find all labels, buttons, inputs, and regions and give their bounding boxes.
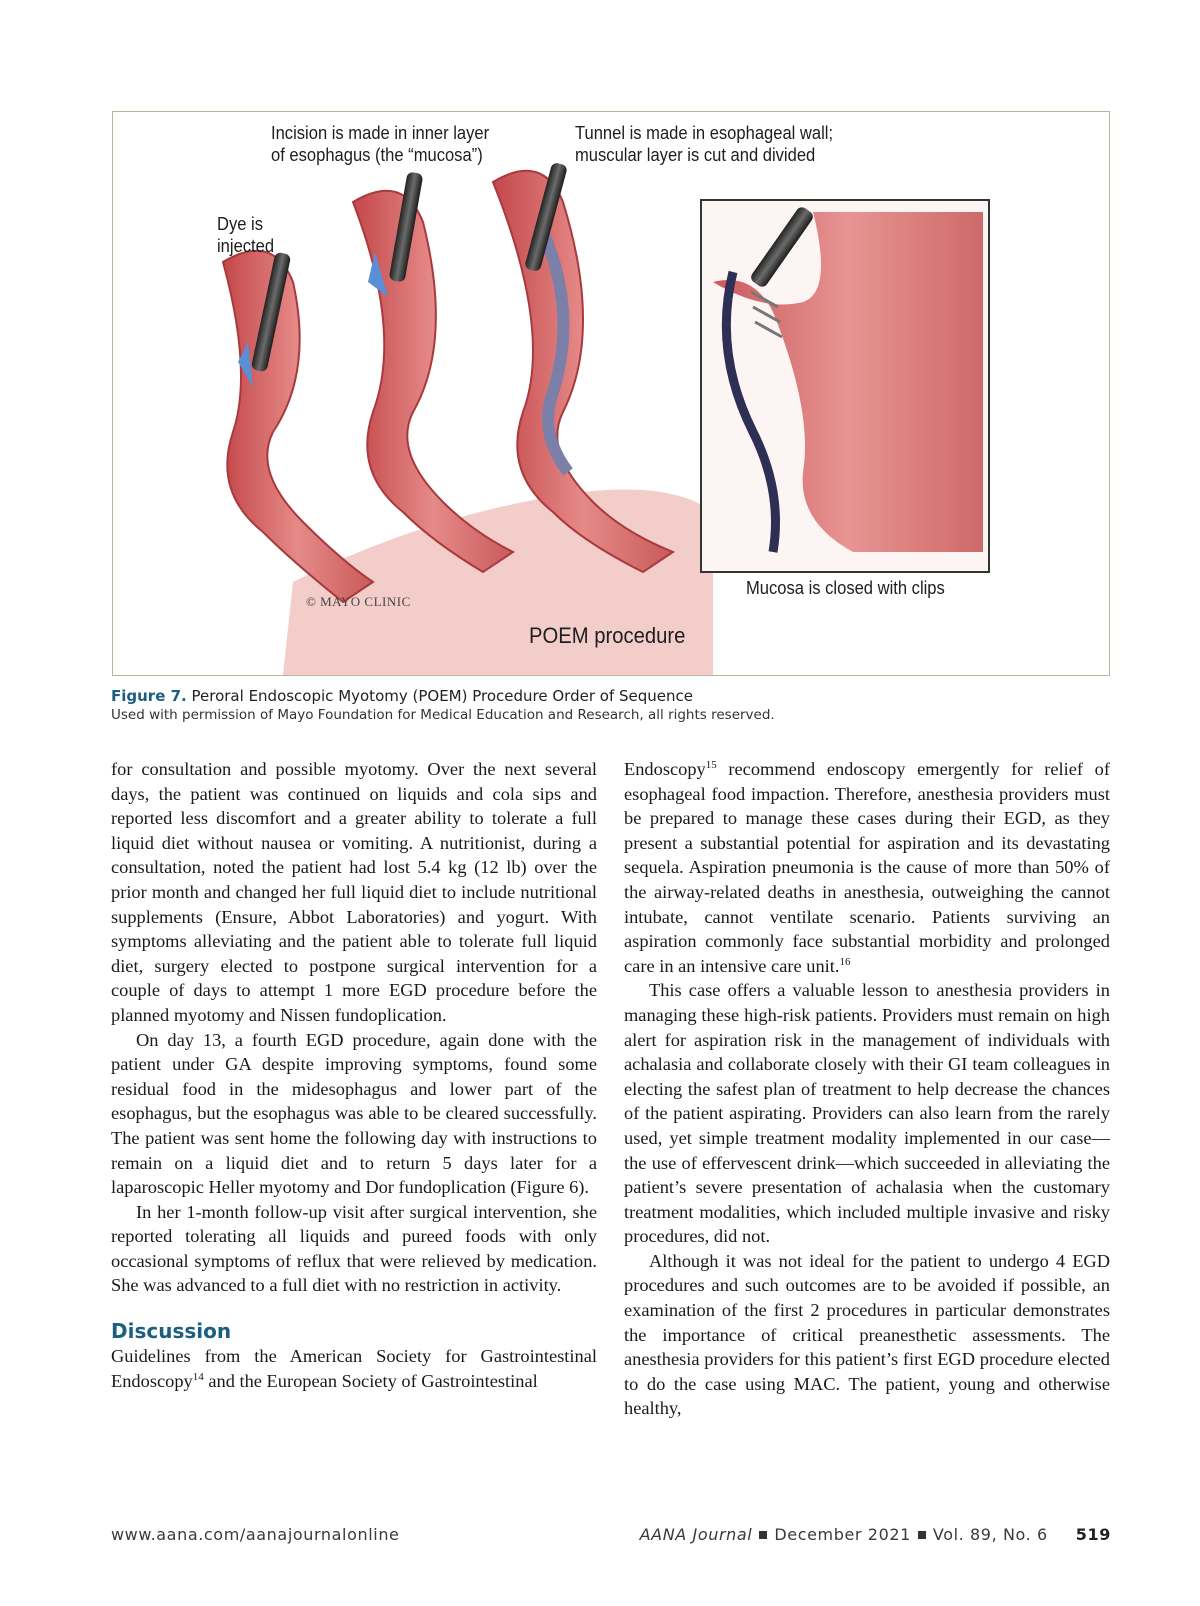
citation: 16 xyxy=(839,955,851,968)
paragraph: Endoscopy$^{15}$ recommend endoscopy emergently for relief of esophageal food impaction. Therefore, anesthesia providers must be prepared to manage these cases during their EGD, as they present a substantial potential for aspiration and its devastating sequela. Aspiration pneumonia is the cause of more than 50% of the airway-related deaths in anesthesia, outweighing the cannot intubate, cannot ventilate scenario. Patients surviving an aspiration commonly face substantial morbidity and prolonged care in an intensive care unit.$^{16}$ xyxy=(624,759,1110,976)
paragraph: Although it was not ideal for the patient to undergo 4 EGD procedures and such outcomes are to be avoided if possible, an examination of the first 2 procedures in particular demonstrates the importance of critical preanesthetic assessments. The anesthesia providers for this patient’s first EGD procedure elected to do the case using MAC. The patient, young and otherwise healthy, xyxy=(624,1250,1110,1419)
paragraph: Guidelines from the American Society for Gastrointestinal Endoscopy$^{14}$ and the European Society of Gastrointestinal xyxy=(111,1346,597,1391)
page-number: 519 xyxy=(1075,1525,1111,1544)
section-heading: Discussion xyxy=(111,1319,232,1344)
figure-title: POEM procedure xyxy=(529,623,686,648)
citation: 15 xyxy=(705,759,717,771)
left-column xyxy=(111,757,597,1393)
paragraph: On day 13, a fourth EGD procedure, again done with the patient under GA despite improving symptoms, found some residual food in the midesophagus and lower part of the esophagus, but the esophagus was able to be cleared successfully. The patient was sent home the following day with instructions to remain on a liquid diet and to return 5 days later for a laparoscopic Heller myotomy and Dor fundoplication (Figure 6). xyxy=(111,1029,597,1198)
paragraph: This case offers a valuable lesson to anesthesia providers in managing these high-risk patients. Providers must remain on high alert for aspiration risk in the management of individuals with achalasia and collaborate closely with their GI team colleagues in electing the safest plan of treatment to help decrease the chances of the patient aspirating. Providers can also learn from the rarely used, yet simple treatment modality implemented in our case—the use of effervescent drink—which succeeded in alleviating the patient’s severe presentation of achalasia when the customary treatment modalities, which included multiple invasive and risky procedures, did not. xyxy=(624,980,1110,1247)
label-incision: Incision is made in inner layer of esophagus (the “mucosa”) xyxy=(271,123,490,165)
caption-text: Peroral Endoscopic Myotomy (POEM) Procedure Order of Sequence xyxy=(191,687,693,705)
figure-caption xyxy=(111,686,1111,725)
inset-panel xyxy=(701,200,989,572)
poem-illustration xyxy=(113,112,1109,675)
separator-square xyxy=(759,1531,767,1539)
journal-url[interactable]: www.aana.com/aanajournalonline xyxy=(111,1525,400,1544)
right-column xyxy=(624,757,1110,1421)
volume: Vol. 89, No. 6 xyxy=(932,1525,1048,1544)
paragraph: for consultation and possible myotomy. Over the next several days, the patient was continued on liquids and cola sips and reported less discomfort and a greater ability to tolerate a full liquid diet without nausea or vomiting. A nutritionist, during a consultation, noted the patient had lost 5.4 kg (12 lb) over the prior month and changed her full liquid diet to include nutritional supplements (Ensure, Abbot Laboratories) and yogurt. With symptoms alleviating and the patient able to tolerate full liquid diet, surgery elected to postpone surgical intervention for a couple of days to attempt 1 more EGD procedure before the planned myotomy and Nissen fundoplication. xyxy=(111,759,597,1025)
journal-info xyxy=(640,1525,1111,1544)
paragraph: In her 1-month follow-up visit after surgical intervention, she reported tolerating all liquids and pureed foods with only occasional symptoms of reflux that were relieved by medication. She was advanced to a full diet with no restriction in activity. xyxy=(111,1201,597,1296)
journal-name: AANA Journal xyxy=(639,1525,753,1544)
poem-figure xyxy=(112,111,1110,676)
page-footer xyxy=(111,1525,1111,1549)
label-dye: Dye is injected xyxy=(217,214,275,256)
citation: 14 xyxy=(192,1370,204,1383)
label-tunnel: Tunnel is made in esophageal wall; muscular layer is cut and divided xyxy=(575,123,834,165)
issue-date: December 2021 xyxy=(774,1525,911,1544)
copyright-notice: © MAYO CLINIC xyxy=(306,594,411,609)
label-clips: Mucosa is closed with clips xyxy=(746,578,945,598)
caption-credit: Used with permission of Mayo Foundation for Medical Education and Research, all rights reserved. xyxy=(111,707,775,723)
esophagus-stage-1 xyxy=(223,251,373,602)
figure-number: Figure 7. xyxy=(111,687,187,705)
separator-square xyxy=(918,1531,926,1539)
